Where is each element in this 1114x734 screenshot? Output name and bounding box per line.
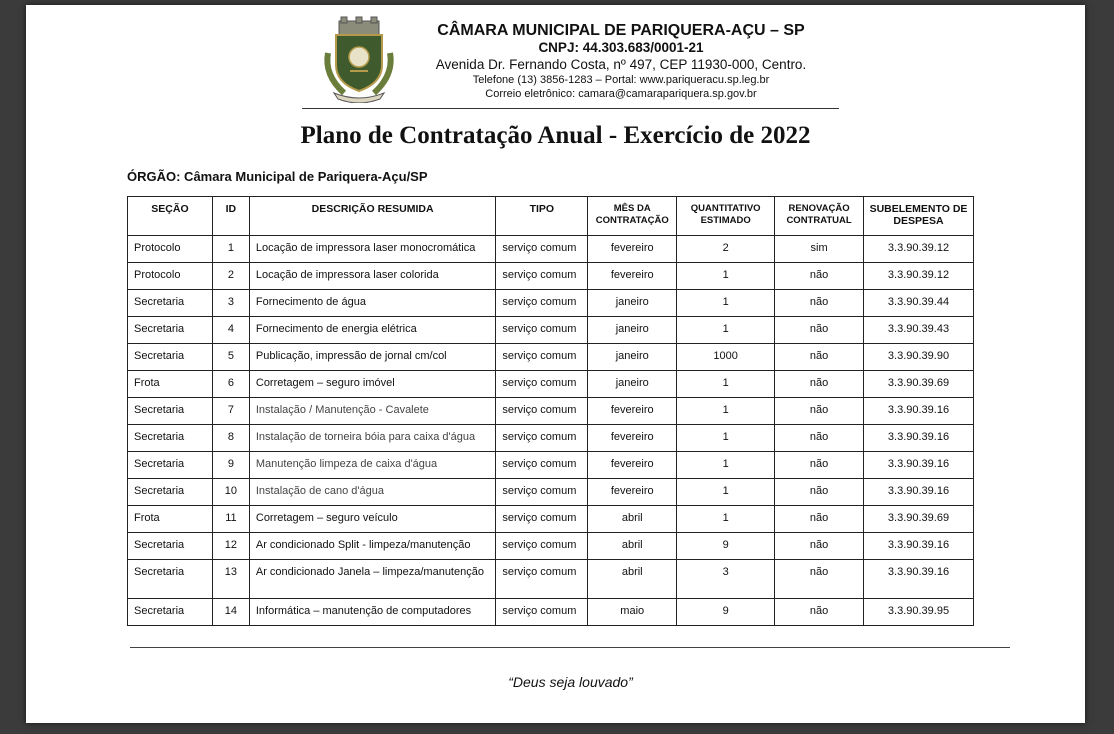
cell-tipo: serviço comum: [496, 344, 588, 371]
cell-tipo: serviço comum: [496, 371, 588, 398]
table-row: [128, 290, 974, 317]
cell-secao: Secretaria: [128, 599, 213, 626]
cell-tipo: serviço comum: [496, 452, 588, 479]
cell-renovacao: não: [775, 506, 864, 533]
cell-tipo: serviço comum: [496, 317, 588, 344]
cell-renovacao: não: [775, 263, 864, 290]
cell-renovacao: sim: [775, 236, 864, 263]
cell-id: 14: [212, 599, 249, 626]
cell-tipo: serviço comum: [496, 236, 588, 263]
cell-id: 9: [212, 452, 249, 479]
cell-id: 2: [212, 263, 249, 290]
cell-subelemento: 3.3.90.39.95: [864, 599, 974, 626]
header-quantitativo: QUANTITATIVO ESTIMADO: [677, 197, 775, 236]
cell-quantitativo: 1: [677, 263, 775, 290]
document-title: Plano de Contratação Anual - Exercício de 2022: [300, 122, 811, 149]
table-row: [128, 398, 974, 425]
cell-id: 3: [212, 290, 249, 317]
orgao-label: ÓRGÃO: Câmara Municipal de Pariquera-Açu/SP: [127, 169, 428, 184]
letterhead: [312, 11, 838, 111]
cell-secao: Secretaria: [128, 560, 213, 599]
cell-subelemento: 3.3.90.39.16: [864, 533, 974, 560]
cell-mes: janeiro: [588, 317, 677, 344]
contracting-plan-table: [127, 196, 974, 626]
cell-mes: janeiro: [588, 290, 677, 317]
cell-id: 4: [212, 317, 249, 344]
cell-mes: fevereiro: [588, 263, 677, 290]
cell-renovacao: não: [775, 425, 864, 452]
cell-descricao: Instalação de torneira bóia para caixa d'água: [249, 425, 496, 452]
cell-secao: Frota: [128, 506, 213, 533]
cell-mes: janeiro: [588, 344, 677, 371]
cell-subelemento: 3.3.90.39.16: [864, 452, 974, 479]
cell-descricao: Locação de impressora laser monocromática: [249, 236, 496, 263]
cell-descricao: Fornecimento de energia elétrica: [249, 317, 496, 344]
cell-subelemento: 3.3.90.39.16: [864, 425, 974, 452]
cell-quantitativo: 3: [677, 560, 775, 599]
cell-id: 1: [212, 236, 249, 263]
header-mes: MÊS DA CONTRATAÇÃO: [588, 197, 677, 236]
cell-tipo: serviço comum: [496, 263, 588, 290]
cell-id: 6: [212, 371, 249, 398]
cell-quantitativo: 1: [677, 371, 775, 398]
cell-secao: Protocolo: [128, 236, 213, 263]
cell-quantitativo: 1: [677, 479, 775, 506]
cell-renovacao: não: [775, 560, 864, 599]
cell-secao: Secretaria: [128, 425, 213, 452]
cell-secao: Secretaria: [128, 317, 213, 344]
cell-descricao: Manutenção limpeza de caixa d'água: [249, 452, 496, 479]
cell-id: 12: [212, 533, 249, 560]
cell-mes: abril: [588, 560, 677, 599]
cell-secao: Secretaria: [128, 344, 213, 371]
cell-renovacao: não: [775, 371, 864, 398]
cell-tipo: serviço comum: [496, 398, 588, 425]
letterhead-text: [406, 21, 836, 101]
cell-descricao: Ar condicionado Janela – limpeza/manutenção: [249, 560, 496, 599]
cell-mes: maio: [588, 599, 677, 626]
cell-descricao: Corretagem – seguro imóvel: [249, 371, 496, 398]
cell-mes: janeiro: [588, 371, 677, 398]
cell-quantitativo: 9: [677, 599, 775, 626]
cell-id: 7: [212, 398, 249, 425]
table-row: [128, 344, 974, 371]
cell-id: 10: [212, 479, 249, 506]
cell-renovacao: não: [775, 344, 864, 371]
cell-quantitativo: 1: [677, 317, 775, 344]
header-renovacao: RENOVAÇÃO CONTRATUAL: [775, 197, 864, 236]
cell-subelemento: 3.3.90.39.12: [864, 236, 974, 263]
cell-mes: abril: [588, 506, 677, 533]
table-row: [128, 317, 974, 344]
table-row: [128, 533, 974, 560]
table-row: [128, 452, 974, 479]
cell-mes: abril: [588, 533, 677, 560]
cell-secao: Secretaria: [128, 533, 213, 560]
cell-subelemento: 3.3.90.39.69: [864, 506, 974, 533]
table-row: [128, 479, 974, 506]
cell-tipo: serviço comum: [496, 599, 588, 626]
institution-phone-portal: Telefone (13) 3856-1283 – Portal: www.pariqueracu.sp.leg.br: [472, 74, 770, 86]
cell-descricao: Ar condicionado Split - limpeza/manutenção: [249, 533, 496, 560]
cell-id: 11: [212, 506, 249, 533]
cell-subelemento: 3.3.90.39.16: [864, 398, 974, 425]
cell-subelemento: 3.3.90.39.69: [864, 371, 974, 398]
table-row: [128, 371, 974, 398]
cell-quantitativo: 1: [677, 290, 775, 317]
cell-descricao: Informática – manutenção de computadores: [249, 599, 496, 626]
table-row: [128, 263, 974, 290]
cell-renovacao: não: [775, 317, 864, 344]
cell-quantitativo: 2: [677, 236, 775, 263]
header-descricao: DESCRIÇÃO RESUMIDA: [249, 197, 496, 236]
cell-quantitativo: 1: [677, 452, 775, 479]
cell-quantitativo: 9: [677, 533, 775, 560]
cell-descricao: Locação de impressora laser colorida: [249, 263, 496, 290]
cell-subelemento: 3.3.90.39.90: [864, 344, 974, 371]
cell-renovacao: não: [775, 479, 864, 506]
cell-tipo: serviço comum: [496, 533, 588, 560]
footer-divider: [130, 647, 1010, 648]
cell-id: 13: [212, 560, 249, 599]
cell-tipo: serviço comum: [496, 425, 588, 452]
cell-id: 8: [212, 425, 249, 452]
cell-subelemento: 3.3.90.39.16: [864, 560, 974, 599]
institution-cnpj: CNPJ: 44.303.683/0001-21: [538, 40, 704, 55]
cell-descricao: Fornecimento de água: [249, 290, 496, 317]
cell-subelemento: 3.3.90.39.12: [864, 263, 974, 290]
header-id: ID: [212, 197, 249, 236]
header-divider: [302, 108, 839, 109]
cell-quantitativo: 1: [677, 398, 775, 425]
cell-secao: Secretaria: [128, 479, 213, 506]
cell-descricao: Corretagem – seguro veículo: [249, 506, 496, 533]
cell-secao: Secretaria: [128, 290, 213, 317]
cell-secao: Secretaria: [128, 398, 213, 425]
table-row: [128, 560, 974, 599]
cell-descricao: Publicação, impressão de jornal cm/col: [249, 344, 496, 371]
cell-secao: Protocolo: [128, 263, 213, 290]
cell-renovacao: não: [775, 398, 864, 425]
cell-tipo: serviço comum: [496, 506, 588, 533]
table-row: [128, 236, 974, 263]
table-header-row: [128, 197, 974, 236]
institution-name: CÂMARA MUNICIPAL DE PARIQUERA-AÇU – SP: [437, 22, 805, 39]
institution-email: Correio eletrônico: camara@camarapariquera.sp.gov.br: [485, 88, 757, 100]
cell-quantitativo: 1000: [677, 344, 775, 371]
cell-id: 5: [212, 344, 249, 371]
cell-mes: fevereiro: [588, 425, 677, 452]
cell-mes: fevereiro: [588, 452, 677, 479]
cell-quantitativo: 1: [677, 425, 775, 452]
table-row: [128, 506, 974, 533]
cell-subelemento: 3.3.90.39.16: [864, 479, 974, 506]
cell-tipo: serviço comum: [496, 479, 588, 506]
cell-renovacao: não: [775, 599, 864, 626]
cell-mes: fevereiro: [588, 236, 677, 263]
cell-tipo: serviço comum: [496, 290, 588, 317]
table-row: [128, 425, 974, 452]
cell-descricao: Instalação de cano d'água: [249, 479, 496, 506]
cell-secao: Frota: [128, 371, 213, 398]
cell-tipo: serviço comum: [496, 560, 588, 599]
institution-address: Avenida Dr. Fernando Costa, nº 497, CEP 11930-000, Centro.: [435, 57, 807, 72]
header-tipo: TIPO: [496, 197, 588, 236]
header-subelemento: SUBELEMENTO DE DESPESA: [864, 197, 974, 236]
coat-of-arms-icon: [314, 13, 404, 103]
header-secao: SEÇÃO: [128, 197, 213, 236]
document-page: [26, 5, 1085, 723]
table-row: [128, 599, 974, 626]
cell-descricao: Instalação / Manutenção - Cavalete: [249, 398, 496, 425]
cell-quantitativo: 1: [677, 506, 775, 533]
cell-subelemento: 3.3.90.39.43: [864, 317, 974, 344]
cell-mes: fevereiro: [588, 398, 677, 425]
cell-secao: Secretaria: [128, 452, 213, 479]
cell-subelemento: 3.3.90.39.44: [864, 290, 974, 317]
cell-mes: fevereiro: [588, 479, 677, 506]
footer-motto: “Deus seja louvado”: [508, 674, 633, 690]
cell-renovacao: não: [775, 533, 864, 560]
cell-renovacao: não: [775, 290, 864, 317]
cell-renovacao: não: [775, 452, 864, 479]
